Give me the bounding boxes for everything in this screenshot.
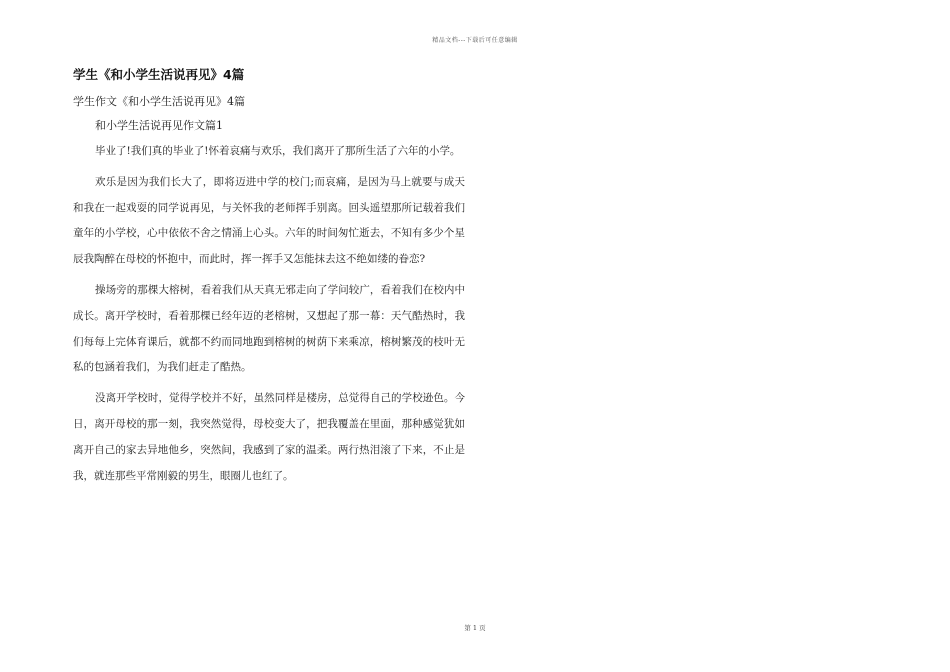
document-subtitle: 学生作文《和小学生活说再见》4篇 — [73, 95, 245, 108]
document-body — [73, 66, 465, 489]
section-title: 和小学生活说再见作文篇1 — [95, 119, 223, 132]
paragraph: 操场旁的那棵大榕树，看着我们从天真无邪走向了学问较广，看着我们在校内中成长。离开学校时，看着那棵已经年迈的老榕树，又想起了那一幕：天气酷热时，我们每每上完体育课后，就都不约而同地跑到榕树的树荫下来乘凉，榕树繁茂的枝叶无私的包涵着我们，为我们赶走了酷热。 — [73, 283, 465, 374]
paragraph: 欢乐是因为我们长大了，即将迈进中学的校门;而哀痛，是因为马上就要与成天和我在一起戏耍的同学说再见，与关怀我的老师挥手别离。回头遥望那所记载着我们童年的小学校，心中依依不舍之情涌上心头。六年的时间匆忙逝去，不知有多少个星辰我陶醉在母校的怀抱中，而此时，挥一挥手又怎能抹去这不绝如缕的眷恋? — [73, 175, 465, 266]
paragraph: 没离开学校时，觉得学校并不好，虽然同样是楼房，总觉得自己的学校逊色。今日，离开母校的那一刻，我突然觉得，母校变大了，把我覆盖在里面，那种感觉犹如离开自己的家去异地他乡，突然间，我感到了家的温柔。两行热泪滚了下来，不止是我，就连那些平常刚毅的男生，眼圈儿也红了。 — [73, 392, 465, 482]
header-note: 精品文档---下载后可任意编辑 — [432, 37, 518, 44]
document-title: 学生《和小学生活说再见》4篇 — [73, 67, 245, 82]
paragraph: 毕业了!我们真的毕业了!怀着哀痛与欢乐，我们离开了那所生活了六年的小学。 — [95, 145, 461, 157]
page-number: 第 1 页 — [464, 624, 486, 632]
